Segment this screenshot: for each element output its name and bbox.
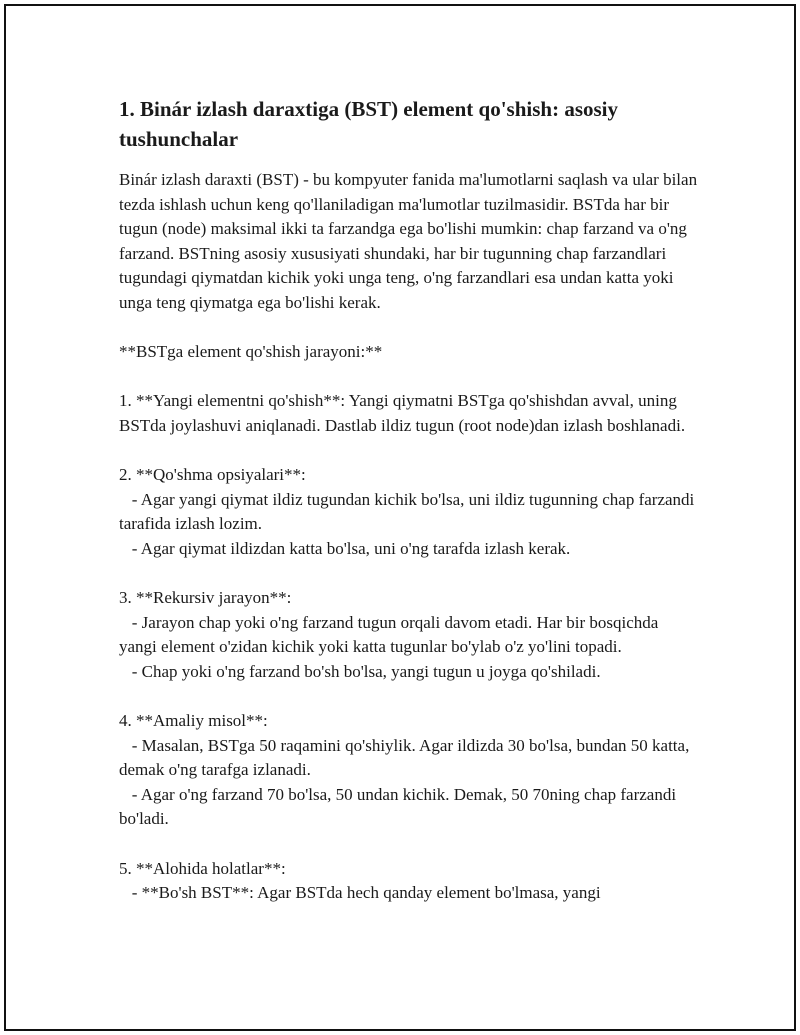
paragraph-intro: Binár izlash daraxti (BST) - bu kompyuter fanida ma'lumotlarni saqlash va ular bilan tezda ishlash uchun keng qo'llaniladigan ma'lumotlar tuzilmasidir. BSTda har bir tugun (node) maksimal ikki ta farzandga ega bo'lishi mumkin: chap farzand va o'ng farzand. BSTning asosiy xususiyati shundaki, har bir tugunning chap farzandlari tugundagi qiymatdan kichik yoki unga teng, o'ng farzandlari esa undan katta yoki unga teng qiymatga ega bo'lishi kerak. (119, 170, 702, 312)
paragraph-step-2: 2. **Qo'shma opsiyalari**: - Agar yangi qiymat ildiz tugundan kichik bo'lsa, uni ildiz tugunning chap farzandi tarafida izlash lozim. - Agar qiymat ildizdan katta bo'lsa, uni o'ng tarafda izlash kerak. (119, 465, 695, 558)
paragraph-gap (119, 562, 699, 587)
paragraph-step-1: 1. **Yangi elementni qo'shish**: Yangi qiymatni BSTga qo'shishdan avval, uning BSTda joylashuvi aniqlanadi. Dastlab ildiz tugun (root node)dan izlash boshlanadi. (119, 391, 686, 435)
paragraph-step-4: 4. **Amaliy misol**: - Masalan, BSTga 50 raqamini qo'shiylik. Agar ildizda 30 bo'lsa, bundan 50 katta, demak o'ng tarafga izlanadi. - Agar o'ng farzand 70 bo'lsa, 50 undan kichik. Demak, 50 70ning chap farzandi bo'ladi. (119, 711, 690, 829)
paragraph-gap (119, 365, 699, 390)
paragraph-section-heading: **BSTga element qo'shish jarayoni:** (119, 342, 383, 362)
document-title: 1. Binár izlash daraxtiga (BST) element qo'shish: asosiy tushunchalar (119, 97, 618, 151)
paragraph-gap (119, 684, 699, 709)
document-page (4, 4, 796, 1031)
paragraph-step-3: 3. **Rekursiv jarayon**: - Jarayon chap yoki o'ng farzand tugun orqali davom etadi. Har bir bosqichda yangi element o'zidan kichik yoki katta tugunlar bo'ylab o'z yo'lini topadi. - Chap yoki o'ng farzand bo'sh bo'lsa, yangi tugun u joyga qo'shiladi. (119, 588, 659, 681)
paragraph-gap (119, 439, 699, 464)
paragraph-gap (119, 316, 699, 341)
paragraph-gap (119, 832, 699, 857)
document-content (119, 94, 702, 906)
paragraph-step-5: 5. **Alohida holatlar**: - **Bo'sh BST**: Agar BSTda hech qanday element bo'lmasa, yangi (119, 858, 601, 903)
